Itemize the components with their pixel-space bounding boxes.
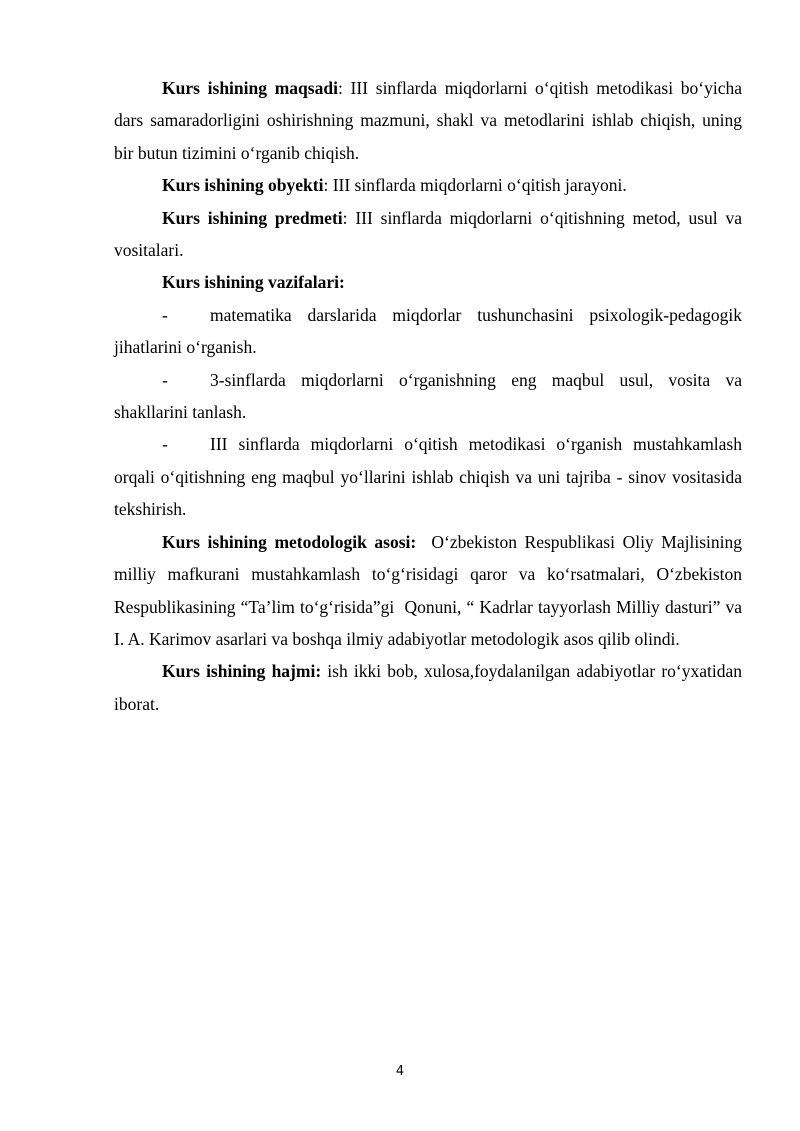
task-dash: -	[162, 304, 168, 325]
document-page-body	[114, 72, 747, 720]
object-text: : III sinflarda miqdorlarni o‘qitish jarayoni.	[323, 175, 627, 196]
task-dash: -	[162, 369, 168, 390]
task-text: 3-sinflarda miqdorlarni o‘rganishning eng maqbul usul, vosita va shakllarini tanlash.	[114, 369, 742, 423]
goal-text: : III sinflarda miqdorlarni o‘qitish metodikasi bo‘yicha dars samaradorligini oshirishning mazmuni, shakl va metodlarini ishlab chiqish, uning bir butun tizimini o‘rganib chiqish.	[114, 78, 743, 163]
goal-paragraph	[114, 72, 742, 169]
subject-paragraph	[114, 202, 742, 267]
object-paragraph	[114, 169, 742, 201]
methodology-text: O‘zbekiston Respublikasi Oliy Majlisining milliy mafkurani mustahkamlash to‘g‘risidagi qaror va ko‘rsatmalari, O‘zbekiston Respublikasining “Ta’lim to‘g‘risida”gi Qonuni, “ Kadrlar tayyorlash Milliy dasturi” va I. A. Karimov asarlari va boshqa ilmiy adabiyotlar metodologik asos qilib olindi.	[114, 531, 747, 649]
task-item	[114, 364, 742, 429]
task-text: III sinflarda miqdorlarni o‘qitish metodikasi o‘rganish mustahkamlash orqali o‘qitishning eng maqbul yo‘llarini ishlab chiqish va uni tajriba - sinov vositasida tekshirish.	[114, 434, 742, 520]
tasks-heading	[114, 266, 742, 298]
volume-label: Kurs ishining hajmi:	[162, 661, 322, 682]
page-number: 4	[395, 1064, 405, 1079]
tasks-label: Kurs ishining vazifalari:	[162, 272, 345, 293]
methodology-paragraph	[114, 526, 747, 656]
task-item	[114, 428, 742, 525]
volume-text: ish ikki bob, xulosa,foydalanilgan adabiyotlar ro‘yxatidan iborat.	[114, 661, 742, 714]
volume-paragraph	[114, 655, 742, 720]
subject-label: Kurs ishining predmeti	[162, 207, 343, 228]
task-item	[114, 299, 742, 364]
task-text: matematika darslarida miqdorlar tushunchasini psixologik-pedagogik jihatlarini o‘rganish.	[114, 304, 742, 358]
subject-text: : III sinflarda miqdorlarni o‘qitishning metod, usul va vositalari.	[114, 207, 742, 261]
task-dash: -	[162, 434, 168, 455]
goal-label: Kurs ishining maqsadi	[162, 78, 338, 98]
object-label: Kurs ishining obyekti	[162, 175, 324, 196]
methodology-label: Kurs ishining metodologik asosi:	[162, 531, 417, 552]
